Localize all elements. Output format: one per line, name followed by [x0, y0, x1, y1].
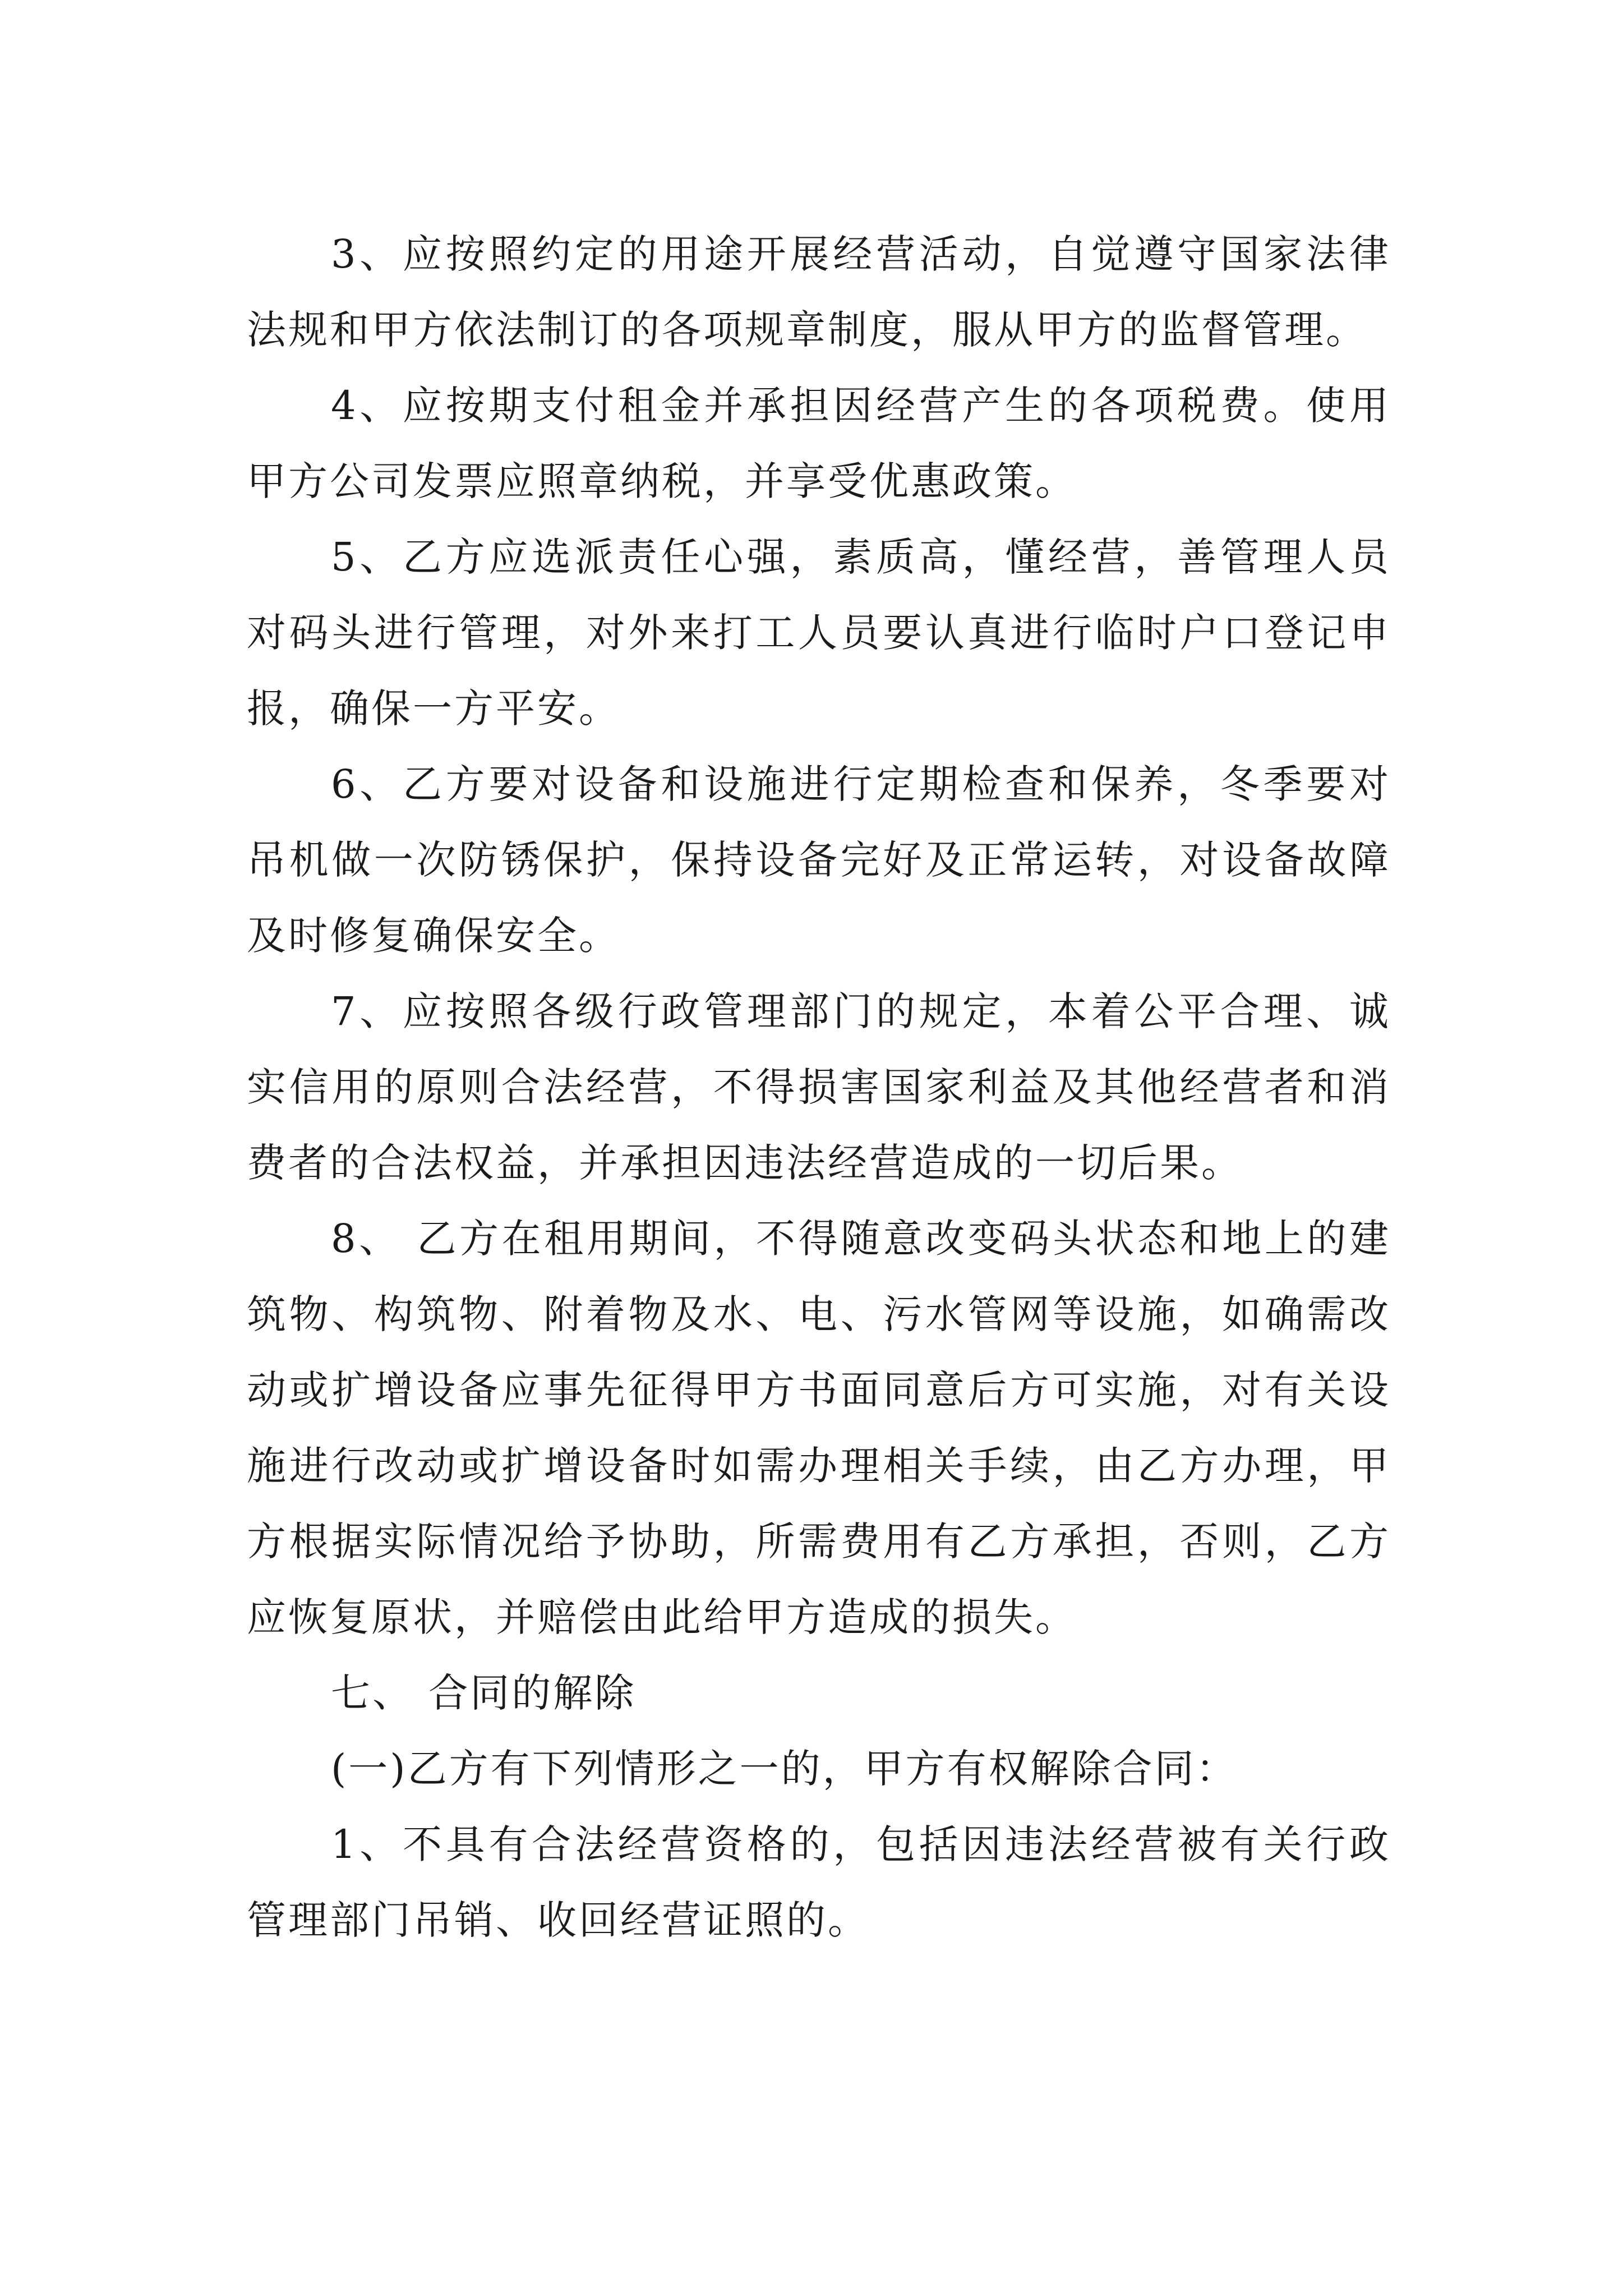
termination-item-1: 1、不具有合法经营资格的，包括因违法经营被有关行政管理部门吊销、收回经营证照的。 [247, 1821, 1391, 1943]
subsection-heading: (一)乙方有下列情形之一的，甲方有权解除合同： [331, 1746, 1238, 1792]
clause-4: 4、应按期支付租金并承担因经营产生的各项税费。使用甲方公司发票应照章纳税，并享受优惠政策。 [247, 383, 1391, 504]
clause-7: 7、应按照各级行政管理部门的规定，本着公平合理、诚实信用的原则合法经营，不得损害国家利益及其他经营者和消费者的合法权益，并承担因违法经营造成的一切后果。 [247, 988, 1391, 1186]
clause-3: 3、应按照约定的用途开展经营活动，自觉遵守国家法律法规和甲方依法制订的各项规章制度，服从甲方的监督管理。 [247, 231, 1391, 353]
section-heading: 七、 合同的解除 [331, 1670, 637, 1716]
clause-8: 8、 乙方在租用期间，不得随意改变码头状态和地上的建筑物、构筑物、附着物及水、电、污水管网等设施，如确需改动或扩增设备应事先征得甲方书面同意后方可实施，对有关设施进行改动或扩增设备时如需办理相关手续，由乙方办理，甲方根据实际情况给予协助，所需费用有乙方承担，否则，乙方应恢复原状，并赔偿由此给甲方造成的损失。 [247, 1216, 1391, 1640]
document-body [247, 217, 1391, 1958]
clause-5: 5、乙方应选派责任心强，素质高，懂经营，善管理人员对码头进行管理，对外来打工人员要认真进行临时户口登记申报，确保一方平安。 [247, 534, 1391, 731]
clause-6: 6、乙方要对设备和设施进行定期检查和保养，冬季要对吊机做一次防锈保护，保持设备完好及正常运转，对设备故障及时修复确保安全。 [247, 761, 1391, 959]
